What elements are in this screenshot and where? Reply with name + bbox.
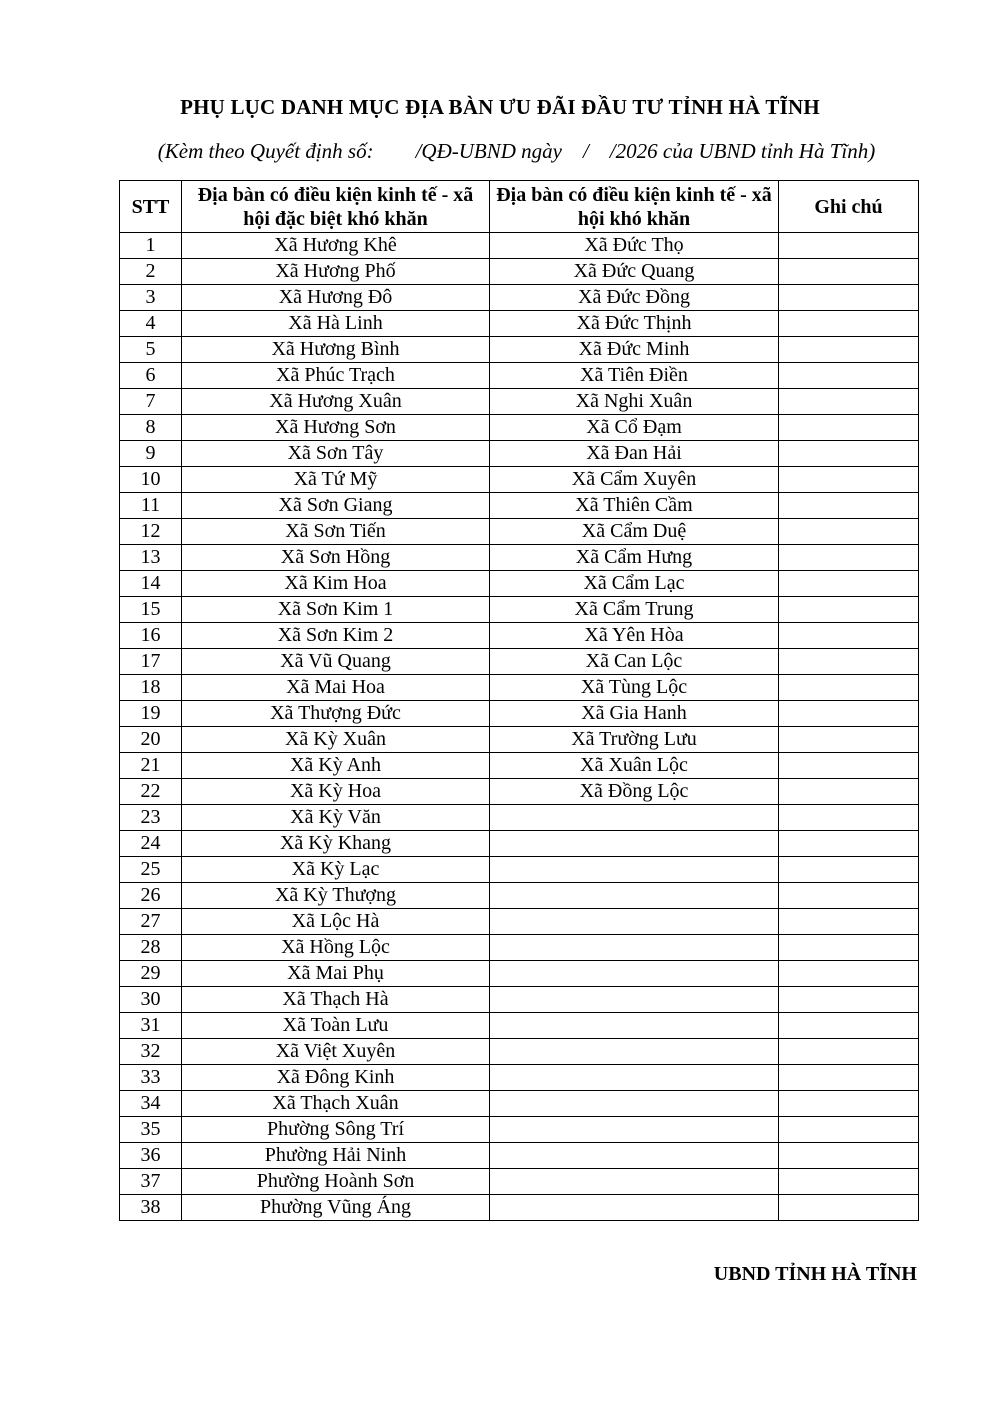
note-cell (779, 1039, 919, 1065)
row-stt-cell: 34 (120, 1091, 182, 1117)
row-stt-cell: 20 (120, 727, 182, 753)
table-row (120, 675, 919, 701)
row-stt-cell: 24 (120, 831, 182, 857)
row-stt-cell: 32 (120, 1039, 182, 1065)
table-row (120, 961, 919, 987)
table-row (120, 831, 919, 857)
header-difficult-areas: Địa bàn có điều kiện kinh tế - xã hội khó khăn (490, 181, 779, 233)
difficult-area-cell (490, 1091, 779, 1117)
row-stt-cell: 23 (120, 805, 182, 831)
especially-difficult-area-cell: Xã Sơn Kim 2 (182, 623, 490, 649)
row-stt-cell: 10 (120, 467, 182, 493)
difficult-area-cell (490, 1065, 779, 1091)
especially-difficult-area-cell: Xã Hương Phố (182, 259, 490, 285)
especially-difficult-area-cell: Xã Việt Xuyên (182, 1039, 490, 1065)
note-cell (779, 337, 919, 363)
table-header-row (120, 181, 919, 233)
especially-difficult-area-cell: Xã Sơn Kim 1 (182, 597, 490, 623)
difficult-area-cell (490, 961, 779, 987)
note-cell (779, 571, 919, 597)
note-cell (779, 623, 919, 649)
note-cell (779, 441, 919, 467)
note-cell (779, 1169, 919, 1195)
note-cell (779, 701, 919, 727)
note-cell (779, 649, 919, 675)
especially-difficult-area-cell: Xã Tứ Mỹ (182, 467, 490, 493)
especially-difficult-area-cell: Xã Kỳ Khang (182, 831, 490, 857)
difficult-area-cell: Xã Đức Thọ (490, 233, 779, 259)
note-cell (779, 467, 919, 493)
row-stt-cell: 4 (120, 311, 182, 337)
row-stt-cell: 21 (120, 753, 182, 779)
difficult-area-cell (490, 857, 779, 883)
especially-difficult-area-cell: Xã Hương Sơn (182, 415, 490, 441)
difficult-area-cell: Xã Tiên Điền (490, 363, 779, 389)
note-cell (779, 519, 919, 545)
note-cell (779, 1065, 919, 1091)
row-stt-cell: 18 (120, 675, 182, 701)
especially-difficult-area-cell: Xã Thượng Đức (182, 701, 490, 727)
table-row (120, 545, 919, 571)
difficult-area-cell: Xã Thiên Cầm (490, 493, 779, 519)
row-stt-cell: 3 (120, 285, 182, 311)
note-cell (779, 597, 919, 623)
table-row (120, 1143, 919, 1169)
table-row (120, 1013, 919, 1039)
note-cell (779, 1013, 919, 1039)
especially-difficult-area-cell: Xã Hương Khê (182, 233, 490, 259)
especially-difficult-area-cell: Xã Kỳ Lạc (182, 857, 490, 883)
especially-difficult-area-cell: Xã Đông Kinh (182, 1065, 490, 1091)
difficult-area-cell (490, 909, 779, 935)
especially-difficult-area-cell: Xã Vũ Quang (182, 649, 490, 675)
note-cell (779, 389, 919, 415)
table-body (120, 233, 919, 1221)
row-stt-cell: 15 (120, 597, 182, 623)
difficult-area-cell: Xã Đức Đồng (490, 285, 779, 311)
note-cell (779, 415, 919, 441)
difficult-area-cell: Xã Can Lộc (490, 649, 779, 675)
row-stt-cell: 13 (120, 545, 182, 571)
table-row (120, 883, 919, 909)
note-cell (779, 831, 919, 857)
row-stt-cell: 27 (120, 909, 182, 935)
row-stt-cell: 12 (120, 519, 182, 545)
row-stt-cell: 19 (120, 701, 182, 727)
table-row (120, 363, 919, 389)
row-stt-cell: 35 (120, 1117, 182, 1143)
note-cell (779, 363, 919, 389)
table-row (120, 1195, 919, 1221)
difficult-area-cell (490, 831, 779, 857)
especially-difficult-area-cell: Xã Lộc Hà (182, 909, 490, 935)
difficult-area-cell: Xã Yên Hòa (490, 623, 779, 649)
note-cell (779, 961, 919, 987)
especially-difficult-area-cell: Xã Thạch Xuân (182, 1091, 490, 1117)
especially-difficult-area-cell: Xã Kỳ Hoa (182, 779, 490, 805)
especially-difficult-area-cell: Xã Mai Phụ (182, 961, 490, 987)
note-cell (779, 311, 919, 337)
table-row (120, 259, 919, 285)
area-table (119, 180, 919, 1221)
row-stt-cell: 36 (120, 1143, 182, 1169)
row-stt-cell: 14 (120, 571, 182, 597)
especially-difficult-area-cell: Xã Sơn Hồng (182, 545, 490, 571)
especially-difficult-area-cell: Xã Hương Bình (182, 337, 490, 363)
row-stt-cell: 30 (120, 987, 182, 1013)
note-cell (779, 259, 919, 285)
row-stt-cell: 16 (120, 623, 182, 649)
especially-difficult-area-cell: Xã Hương Đô (182, 285, 490, 311)
header-stt: STT (120, 181, 182, 233)
especially-difficult-area-cell: Phường Vũng Áng (182, 1195, 490, 1221)
table-row (120, 753, 919, 779)
note-cell (779, 545, 919, 571)
row-stt-cell: 31 (120, 1013, 182, 1039)
especially-difficult-area-cell: Phường Hải Ninh (182, 1143, 490, 1169)
row-stt-cell: 2 (120, 259, 182, 285)
especially-difficult-area-cell: Phường Hoành Sơn (182, 1169, 490, 1195)
table-row (120, 1091, 919, 1117)
table-row (120, 467, 919, 493)
difficult-area-cell: Xã Đồng Lộc (490, 779, 779, 805)
document-subtitle: (Kèm theo Quyết định số: /QĐ-UBND ngày / /2026 của UBND tỉnh Hà Tĩnh) (157, 139, 876, 163)
difficult-area-cell (490, 935, 779, 961)
difficult-area-cell (490, 1039, 779, 1065)
header-especially-difficult-areas: Địa bàn có điều kiện kinh tế - xã hội đặc biệt khó khăn (182, 181, 490, 233)
note-cell (779, 1143, 919, 1169)
difficult-area-cell: Xã Cẩm Duệ (490, 519, 779, 545)
especially-difficult-area-cell: Xã Sơn Tây (182, 441, 490, 467)
difficult-area-cell: Xã Cổ Đạm (490, 415, 779, 441)
table-row (120, 311, 919, 337)
note-cell (779, 805, 919, 831)
header-note: Ghi chú (779, 181, 919, 233)
note-cell (779, 987, 919, 1013)
difficult-area-cell: Xã Cẩm Trung (490, 597, 779, 623)
row-stt-cell: 38 (120, 1195, 182, 1221)
row-stt-cell: 33 (120, 1065, 182, 1091)
table-row (120, 441, 919, 467)
difficult-area-cell (490, 1013, 779, 1039)
table-row (120, 805, 919, 831)
especially-difficult-area-cell: Xã Sơn Tiến (182, 519, 490, 545)
difficult-area-cell (490, 1143, 779, 1169)
row-stt-cell: 22 (120, 779, 182, 805)
especially-difficult-area-cell: Xã Phúc Trạch (182, 363, 490, 389)
note-cell (779, 779, 919, 805)
table-row (120, 597, 919, 623)
difficult-area-cell: Xã Cẩm Lạc (490, 571, 779, 597)
row-stt-cell: 28 (120, 935, 182, 961)
difficult-area-cell: Xã Đức Quang (490, 259, 779, 285)
table-row (120, 571, 919, 597)
difficult-area-cell: Xã Đức Thịnh (490, 311, 779, 337)
note-cell (779, 935, 919, 961)
difficult-area-cell: Xã Tùng Lộc (490, 675, 779, 701)
table-row (120, 623, 919, 649)
table-row (120, 519, 919, 545)
table-row (120, 1039, 919, 1065)
table-row (120, 987, 919, 1013)
table-row (120, 701, 919, 727)
note-cell (779, 493, 919, 519)
table-row (120, 285, 919, 311)
difficult-area-cell: Xã Cẩm Hưng (490, 545, 779, 571)
especially-difficult-area-cell: Xã Mai Hoa (182, 675, 490, 701)
especially-difficult-area-cell: Xã Kỳ Xuân (182, 727, 490, 753)
especially-difficult-area-cell: Xã Thạch Hà (182, 987, 490, 1013)
especially-difficult-area-cell: Xã Kỳ Thượng (182, 883, 490, 909)
table-row (120, 935, 919, 961)
especially-difficult-area-cell: Xã Kỳ Anh (182, 753, 490, 779)
difficult-area-cell (490, 805, 779, 831)
difficult-area-cell (490, 987, 779, 1013)
note-cell (779, 909, 919, 935)
note-cell (779, 883, 919, 909)
row-stt-cell: 9 (120, 441, 182, 467)
row-stt-cell: 29 (120, 961, 182, 987)
difficult-area-cell: Xã Nghi Xuân (490, 389, 779, 415)
row-stt-cell: 11 (120, 493, 182, 519)
document-title: PHỤ LỤC DANH MỤC ĐỊA BÀN ƯU ĐÃI ĐẦU TƯ TỈNH HÀ TĨNH (180, 95, 820, 119)
signature-block: UBND TỈNH HÀ TĨNH (713, 1263, 917, 1285)
note-cell (779, 857, 919, 883)
table-row (120, 1065, 919, 1091)
table-row (120, 415, 919, 441)
table-row (120, 779, 919, 805)
note-cell (779, 675, 919, 701)
note-cell (779, 1195, 919, 1221)
difficult-area-cell: Xã Cẩm Xuyên (490, 467, 779, 493)
especially-difficult-area-cell: Xã Kỳ Văn (182, 805, 490, 831)
table-row (120, 727, 919, 753)
row-stt-cell: 5 (120, 337, 182, 363)
difficult-area-cell: Xã Trường Lưu (490, 727, 779, 753)
row-stt-cell: 17 (120, 649, 182, 675)
row-stt-cell: 6 (120, 363, 182, 389)
difficult-area-cell (490, 883, 779, 909)
table-row (120, 337, 919, 363)
table-row (120, 649, 919, 675)
especially-difficult-area-cell: Xã Sơn Giang (182, 493, 490, 519)
table-row (120, 909, 919, 935)
note-cell (779, 1091, 919, 1117)
table-row (120, 1169, 919, 1195)
row-stt-cell: 8 (120, 415, 182, 441)
table-row (120, 493, 919, 519)
difficult-area-cell: Xã Đan Hải (490, 441, 779, 467)
note-cell (779, 727, 919, 753)
table-row (120, 233, 919, 259)
especially-difficult-area-cell: Xã Hà Linh (182, 311, 490, 337)
row-stt-cell: 26 (120, 883, 182, 909)
especially-difficult-area-cell: Phường Sông Trí (182, 1117, 490, 1143)
difficult-area-cell: Xã Xuân Lộc (490, 753, 779, 779)
especially-difficult-area-cell: Xã Toàn Lưu (182, 1013, 490, 1039)
note-cell (779, 753, 919, 779)
difficult-area-cell: Xã Gia Hanh (490, 701, 779, 727)
table-row (120, 389, 919, 415)
note-cell (779, 233, 919, 259)
row-stt-cell: 7 (120, 389, 182, 415)
especially-difficult-area-cell: Xã Hương Xuân (182, 389, 490, 415)
difficult-area-cell (490, 1117, 779, 1143)
row-stt-cell: 25 (120, 857, 182, 883)
note-cell (779, 1117, 919, 1143)
row-stt-cell: 1 (120, 233, 182, 259)
especially-difficult-area-cell: Xã Hồng Lộc (182, 935, 490, 961)
table-row (120, 857, 919, 883)
especially-difficult-area-cell: Xã Kim Hoa (182, 571, 490, 597)
difficult-area-cell (490, 1195, 779, 1221)
difficult-area-cell (490, 1169, 779, 1195)
row-stt-cell: 37 (120, 1169, 182, 1195)
table-row (120, 1117, 919, 1143)
note-cell (779, 285, 919, 311)
difficult-area-cell: Xã Đức Minh (490, 337, 779, 363)
